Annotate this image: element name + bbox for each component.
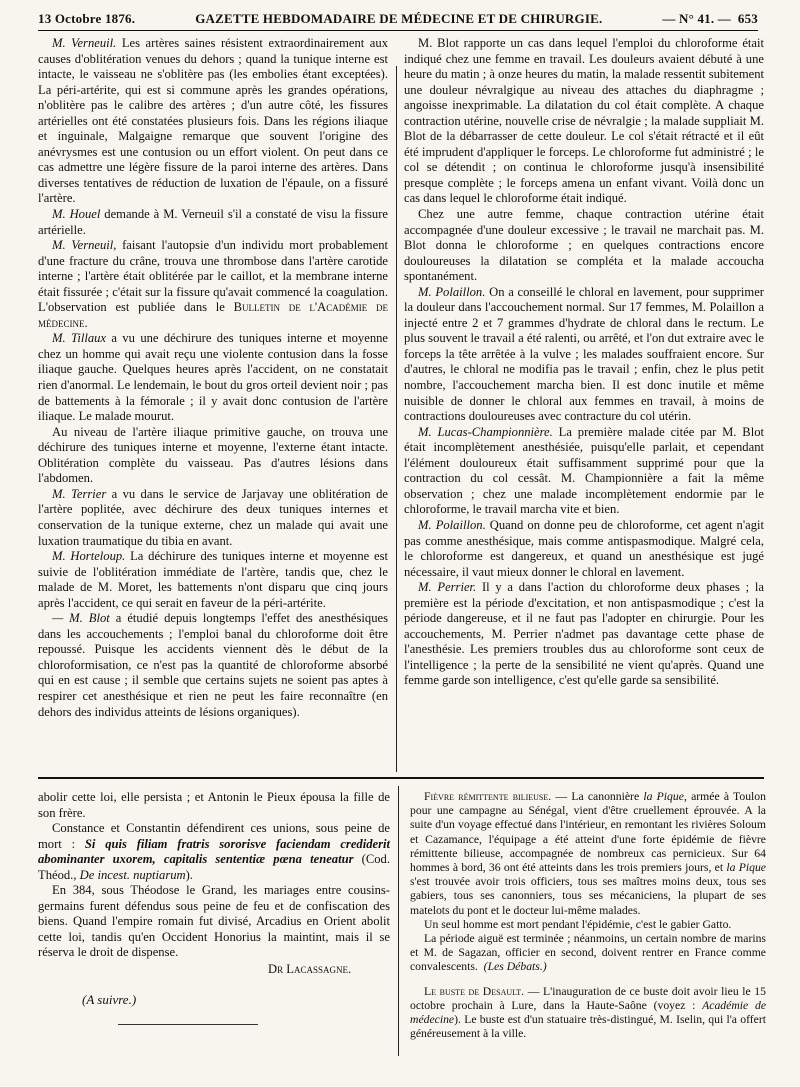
paragraph [404,518,764,580]
paragraph-text: La période aiguë est terminée ; néanmoins, un certain nombre de marins et M. de Sagazan, officier en second, doivent rentrer en France comme convalescents. [410,932,766,974]
header-issue: — N° 41. — [662,11,731,26]
paragraph-text: , armée à Toulon pour une campagne au Sénégal, vient d'être cruellement éprouvée. A la suite d'un voyage effectué dans l'intérieur, en remontant les rivières Soloum et Cazamance, l'équipage a été atteint d'une forte épidémie de fièvre rémittente bilieuse, accompagnée de nombreux cas pernicieux. Sur 64 hommes à bord, 36 ont été atteints dans les trois premiers jours, et [410,790,766,875]
paragraph-text: On a conseillé le chloral en lavement, pour supprimer la douleur dans l'accouchement normal. Sur 17 femmes, M. Polaillon a injecté entre 2 et 7 grammes d'hydrate de chloral dans le rectum. Le plus souvent le travail a été ralenti, ou arrêté, et l'on dut extraire avec le forceps la tête arrêtée à la vulve ; les malades souffraient encore. Sur d'autres, le chloral ne modifia pas le travail ; enfin, chez le plus petit nombre, l'accouchement marcha bien. Il est donc inutile et même nuisible de donner le chloral aux femmes en travail, à moins de contractions douloureuses avec contracture du col utérin. [404,284,764,424]
news-item-fever [410,790,766,918]
page-header [38,8,758,31]
speaker-name: M. Verneuil, [52,238,117,253]
paragraph-text: a étudié depuis longtemps l'effet des anesthésiques dans les accouchements ; l'emploi banal du chloroforme doit être repoussé. Puisque les accidents viennent dès le début de la chloroformisation, ce n'est pas la quantité de chloroforme absorbé qui en est cause ; il semble que certains sujets ne soient pas aptes à respirer cet anesthésique et rien ne peut les faire reconnaître (en dehors des individus atteints de lésions organiques). [38,611,388,719]
reference-link: Académie de médecine [410,998,766,1027]
ship-name: la Pique [643,790,684,803]
paragraph [404,36,764,207]
column-divider [398,786,399,1056]
paragraph-text: Chez une autre femme, chaque contraction utérine était accompagnée d'une douleur excessive ; le travail ne marchait pas. M. Blot donna le chloroforme ; en quelques contractions encore douloureuses la dilatation se compléta et la malade accoucha spontanément. [404,207,764,284]
paragraph [38,425,388,487]
paragraph-text: demande à M. Verneuil s'il a constaté de visu la fissure artérielle. [38,207,388,237]
author-signature: Dr Lacassagne. [268,962,352,976]
speaker-name: M. Tillaux [52,331,107,346]
paragraph [410,932,766,975]
paragraph-text: (Cod. Théod., [38,852,390,882]
paragraph-text: — La canonnière [551,790,644,803]
section-divider [38,777,764,779]
paragraph-text: Au niveau de l'artère iliaque primitive gauche, on trouva une déchirure des tuniques interne et moyenne, l'externe étant intacte. Oblitération complète du vaisseau. Pas d'autres lésions dans l'abdomen. [38,424,388,486]
paragraph [410,918,766,932]
end-rule [118,1024,258,1025]
header-title: GAZETTE HEBDOMADAIRE DE MÉDECINE ET DE CHIRURGIE. [195,11,603,26]
paragraph-text: abolir cette loi, elle persista ; et Antonin le Pieux épousa la fille de son frère. [38,790,390,820]
paragraph-text: En 384, sous Théodose le Grand, les mariages entre cousins-germains furent défendus sous peine de feu et de confiscation des biens. Quand l'empire romain fut divisé, Arcadius en Orient abolit cette loi, tandis qu'en Occident Honorius la maintint, mais il se réserva le droit de dispense. [38,883,390,960]
speaker-name: M. Terrier [52,486,107,501]
paragraph [38,36,388,207]
paragraph-text: Il y a dans l'action du chloroforme deux phases ; la première est la période d'excitation, et non antispasmodique ; c'est la période dangereuse, et il ne faut pas l'adopter en chirurgie. Pour les accouchements, M. Perrier n'admet pas davantage cette phase de l'anesthésie. Les premiers troubles dus au chloroforme sont ceux de l'intelligence ; la perte de la sensibilité ne vient qu'après. Quand une femme garde son intelligence, c'est qu'elle garde sa sensibilité. [404,580,764,688]
paragraph [404,207,764,285]
ship-name: la Pique [726,861,766,875]
paragraph-text: ). [185,867,193,882]
header-issue-page [662,11,758,27]
paragraph [38,821,390,883]
paragraph-text: s'est trouvée avoir trois officiers, tous ses maîtres moins deux, tous ses gabiers, tous ses canonniers, tous ses mécaniciens, la plupart de ses matelots du pont et le docteur lui-même malades. [410,875,766,917]
paragraph-text: a vu dans le service de Jarjavay une oblitération de l'artère poplitée, avec déchirure des deux tuniques internes et conservation de la tunique externe, chez un malade qui avait une luxation traumatique du tibia en avant. [38,486,388,548]
news-title: Le buste de Desault. [424,984,525,998]
latin-citation: De incest. nuptiarum [79,867,186,882]
news-title: Fièvre rémittente bilieuse. [424,790,552,803]
spacer [410,975,766,985]
paragraph-text: Quand on donne peu de chloroforme, cet agent n'agit pas comme anesthésique, mais comme antispasmodique. Malgré cela, le chloroforme est dangereux, et quand un anesthésique est jugé nécessaire, il vaut mieux donner le chloral en lavement. [404,517,764,579]
paragraph-text: a vu une déchirure des tuniques interne et moyenne chez un homme qui avait reçu une violente contusion dans la fosse iliaque gauche. Quelques heures après l'accident, on ne constatait rien d'anormal. Le lendemain, le bout du gros orteil devient noir ; pas de battements à la fémorale ; il y avait donc contusion de l'artère iliaque. Le malade mourut. [38,331,388,424]
paragraph [404,425,764,518]
paragraph-text: La première malade citée par M. Blot était incomplètement anesthésiée, puisqu'elle parlait, et cependant l'élément douloureux était suffisamment supprimé pour que la contraction du col cessât. M. Championnière a fait la même observation ; chez une malade incomplètement endormie par le chloroforme, le travail marcha vite et bien. [404,424,764,517]
paragraph-text: — L'inauguration de ce buste doit avoir lieu le 15 octobre prochain à Lure, dans la Haute-Saône (voyez : [410,984,766,1012]
to-be-continued: (A suivre.) [82,992,137,1007]
paragraph-text: M. Blot rapporte un cas dans lequel l'emploi du chloroforme était indiqué chez une femme en travail. Les douleurs avaient débuté à une heure du matin ; à onze heures du matin, la malade ressentit subitement une douleur névralgique au niveau des attaches du diaphragme ; angoisse inexprimable. La dilatation du col était complète. A chaque contraction utérine, nouvelle crise de névralgie ; la malade suppliait M. Blot de la débarrasser de cette douleur. Le col s'était rétracté et il eût été imprudent d'appliquer le forceps. Le chloroforme fut administré ; le col se détendit ; on continua le chloroforme jusqu'à insensibilité presque complète ; le forceps amena un enfant vivant. Voilà donc un cas dans lequel le chloroforme était indiqué. [404,36,764,206]
speaker-name: M. Perrier. [418,580,477,595]
paragraph-text: ). Le buste est d'un statuaire très-distingué, M. Iselin, qui l'a offert généreusement à la ville. [410,1013,766,1041]
news-item-bust [410,985,766,1042]
header-date: 13 Octobre 1876. [38,11,136,26]
news-column [410,790,766,1060]
paragraph [38,549,388,611]
paragraph [38,207,388,238]
left-column [38,36,388,769]
paragraph [38,487,388,549]
header-page-number: 653 [737,11,758,26]
paragraph-text: faisant l'autopsie d'un individu mort probablement d'une fracture du crâne, trouva une thrombose dans l'artère carotide interne ; l'artère était oblitérée par le caillot, et la membrane interne était fissurée ; c'était sur la fissure qu'avait commencé la coagulation. L'observation est publiée dans le [38,238,388,315]
paragraph [404,285,764,425]
latin-quote: Si quis filiam fratris sororisve faciendam crediderit abominanter uxorem, capitalis sententiæ pœna teneatur [38,836,390,867]
news-source: (Les Débats.) [483,960,547,974]
paragraph [38,790,390,821]
paragraph [38,238,388,331]
speaker-name: M. Verneuil. [52,36,117,50]
paragraph [38,611,388,720]
right-column [404,36,764,769]
bulletin-reference: Bulletin de l'Académie de médecine. [38,300,388,330]
speaker-name: M. Houel [52,207,101,222]
paragraph [38,883,390,961]
speaker-name: M. Polaillon. [418,517,486,532]
paragraph [404,580,764,689]
paragraph-text: La déchirure des tuniques interne et moyenne est suivie de l'oblitération immédiate de l'artère, tandis que, chez le malade de M. Moret, les battements n'ont disparu que cinq jours après l'accident, ce qui serait en faveur de la péri-artérite. [38,549,388,610]
paragraph-text: Les artères saines résistent extraordinairement aux causes d'oblitération venues du dehors ; quand la tunique interne est intacte, le vaisseau ne s'oblitère pas (les embolies étant exceptées). La péri-artérite, qui est si commune après les grandes opérations, n'oblitère pas le calibre des artères ; d'un autre côté, les fissures artérielles ont été constatées plusieurs fois. Dans les régions iliaque et inguinale, Malgaigne remarque que souvent l'origine des anévrysmes est une contusion ou un effort violent. On peut dans ce cas admettre une légère fissure de la paroi interne des artères. Dans diverses tentatives de réduction de luxation de l'épaule, on a fissuré l'artère. [38,36,388,206]
feuilleton-column [38,790,390,990]
paragraph-text: Un seul homme est mort pendant l'épidémie, c'est le gabier Gatto. [424,917,732,931]
speaker-name: — M. Blot [52,611,110,626]
column-divider [396,66,397,772]
paragraph [38,331,388,424]
paragraph-text: Constance et Constantin défendirent ces unions, sous peine de mort : [38,821,390,851]
speaker-name: M. Polaillon. [418,284,486,299]
speaker-name: M. Lucas-Championnière. [418,424,553,439]
speaker-name: M. Horteloup. [52,549,126,564]
